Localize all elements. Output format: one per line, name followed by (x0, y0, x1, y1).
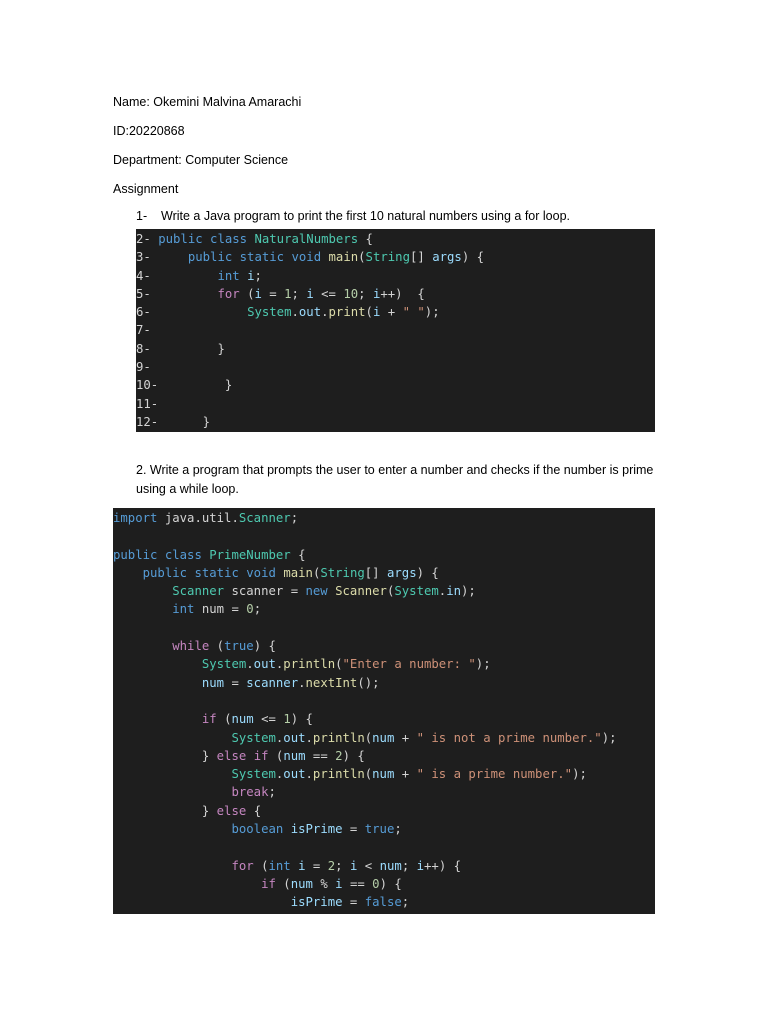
code-token (113, 859, 231, 873)
code-token (113, 822, 231, 836)
code-token: i (372, 305, 381, 320)
code-token: PrimeNumber (209, 547, 291, 562)
code-token: ; (401, 895, 410, 910)
code-token: num (290, 876, 313, 891)
assignment-heading: Assignment (113, 182, 179, 196)
code-token (113, 767, 231, 781)
code-token: ; (335, 858, 350, 873)
code-token: ); (572, 767, 587, 782)
code-token: 9- (136, 360, 151, 375)
code-line (113, 637, 655, 655)
department: Department: Computer Science (113, 153, 289, 167)
code-token: ); (424, 305, 440, 320)
code-line (113, 783, 655, 801)
code-token: args (432, 250, 462, 265)
code-token: [] (364, 565, 387, 580)
code-token: = (305, 858, 328, 873)
code-token: ( (335, 657, 343, 672)
code-token: ) { (342, 748, 365, 763)
code-token: in (446, 584, 461, 599)
code-token: isPrime (290, 822, 343, 837)
code-token: } (224, 378, 233, 393)
code-line (136, 340, 655, 358)
code-token: . (275, 767, 284, 782)
code-token (113, 602, 172, 616)
code-token: . (246, 657, 254, 672)
code-line (113, 875, 655, 893)
code-token: scanner (246, 675, 299, 690)
code-token: NaturalNumbers (254, 232, 359, 246)
code-token: "Enter a number: " (342, 657, 476, 672)
code-token: ; (254, 268, 262, 283)
code-token: < (357, 858, 380, 873)
code-line (113, 710, 655, 728)
code-token: out (283, 730, 306, 745)
code-token: " is not a prime number." (416, 730, 602, 745)
code-token: void (246, 565, 284, 580)
code-token: . (305, 730, 313, 745)
code-token: ; (253, 602, 262, 617)
code-token: i (416, 858, 425, 873)
code-token: " is a prime number." (416, 767, 573, 782)
code-line (136, 267, 655, 285)
code-token: println (312, 730, 365, 745)
code-line (136, 230, 655, 248)
code-token: i (254, 286, 262, 301)
code-token: static (239, 250, 292, 265)
code-token: } (202, 414, 211, 429)
question-1 (136, 209, 570, 223)
code-line (113, 546, 655, 564)
code-line (136, 376, 655, 394)
code-token: void (291, 250, 329, 265)
code-token: ) { (416, 565, 439, 580)
code-token: ; (268, 785, 276, 800)
code-token: + (380, 305, 403, 320)
code-token: i (298, 858, 306, 873)
code-line (113, 802, 655, 820)
code-token: String (365, 250, 410, 265)
code-line (113, 600, 655, 618)
code-token: ); (461, 584, 476, 599)
question-1-text: Write a Java program to print the first 10 natural numbers using a for loop. (161, 209, 570, 223)
code-token: ; (401, 858, 417, 873)
code-token: ) { (379, 876, 402, 891)
code-token: . (275, 657, 284, 672)
code-line (113, 674, 655, 692)
code-token: println (283, 657, 336, 672)
code-token: ( (275, 748, 284, 763)
code-token: ( (364, 730, 373, 745)
code-token: . (438, 584, 447, 599)
code-line (113, 857, 655, 875)
code-token: static (194, 565, 247, 580)
code-token: <= (253, 712, 284, 727)
code-token: { (290, 547, 306, 562)
code-token: for (217, 286, 248, 301)
question-2: 2. Write a program that prompts the user to enter a number and checks if the number is prime using a while loop. (136, 463, 654, 496)
code-token (113, 895, 291, 909)
code-token: num (231, 712, 254, 727)
code-token: ; (394, 822, 402, 837)
code-line (113, 655, 655, 673)
code-token: i (372, 286, 381, 301)
code-token: num (283, 748, 306, 763)
code-token: == (305, 748, 336, 763)
code-token: . (298, 675, 306, 690)
code-token: 10- (136, 378, 225, 393)
code-token: ++) { (424, 858, 462, 873)
code-token: 6- (136, 305, 248, 320)
code-token: System (231, 767, 276, 782)
code-line (113, 838, 655, 856)
code-token (113, 676, 202, 690)
code-line (136, 413, 655, 431)
code-token: 8- (136, 341, 218, 356)
code-token: i (247, 268, 255, 283)
code-token: ( (312, 565, 321, 580)
code-token: " " (402, 305, 425, 320)
code-token: { (253, 803, 262, 818)
code-token: for (231, 858, 262, 873)
code-token: } (113, 803, 217, 818)
code-line (113, 619, 655, 637)
code-token: 10 (343, 286, 359, 301)
code-token: class (210, 232, 255, 246)
code-line (136, 248, 655, 266)
code-line (113, 527, 655, 545)
code-token: args (386, 565, 417, 580)
code-token: Scanner (238, 511, 291, 525)
code-token: ); (475, 657, 491, 672)
code-token: System (394, 584, 439, 599)
code-token: . (275, 730, 284, 745)
code-token: public (113, 547, 165, 562)
code-token: = (342, 895, 365, 910)
code-block-natural-numbers (136, 229, 655, 432)
code-line (113, 509, 655, 527)
code-token: if (261, 876, 284, 891)
code-line (136, 358, 655, 376)
code-token: 1 (284, 286, 292, 301)
code-line (136, 321, 655, 339)
code-token: 11- (136, 396, 159, 411)
code-token: (); (357, 675, 380, 690)
code-token: ; (291, 286, 307, 301)
code-token (113, 639, 172, 653)
code-token: + (394, 730, 417, 745)
code-token: int (268, 858, 299, 873)
code-token: println (312, 767, 365, 782)
code-token: Scanner (172, 584, 225, 599)
code-token: else (216, 803, 254, 818)
code-token: ); (601, 730, 617, 745)
code-token: 7- (136, 323, 151, 338)
code-token: 0 (246, 602, 254, 617)
code-line (113, 765, 655, 783)
code-token: ( (216, 639, 225, 654)
code-token: System (201, 657, 247, 672)
code-token: 1 (283, 712, 291, 727)
code-line (113, 729, 655, 747)
code-token: out (253, 657, 276, 672)
code-token: nextInt (305, 675, 358, 690)
code-token: true (364, 822, 395, 837)
code-token: main (328, 250, 359, 265)
code-line (113, 564, 655, 582)
student-id: ID:20220868 (113, 124, 185, 138)
code-line (113, 820, 655, 838)
code-token (113, 877, 261, 891)
code-token: public (142, 565, 195, 580)
code-token (113, 657, 202, 671)
code-line (113, 582, 655, 600)
code-token: true (224, 639, 254, 654)
code-token: if (201, 712, 225, 727)
code-token: 3- (136, 250, 188, 265)
code-block-prime-number (113, 508, 655, 914)
code-token: ; (290, 511, 299, 525)
code-token: num (372, 767, 395, 782)
code-token: main (283, 565, 313, 580)
code-token: ) { (290, 712, 313, 727)
code-token: i (335, 876, 343, 891)
code-token: [] (409, 250, 433, 265)
code-token: else (216, 748, 254, 763)
code-token: public (187, 250, 240, 265)
code-token: 2 (327, 858, 336, 873)
code-token: } (113, 748, 217, 763)
code-token: = (261, 286, 285, 301)
code-token (113, 785, 231, 799)
code-token: == (342, 876, 373, 891)
student-name: Name: Okemini Malvina Amarachi (113, 95, 302, 109)
code-token: out (298, 305, 322, 320)
code-token: . (305, 767, 313, 782)
code-token: 12- (136, 414, 203, 429)
code-token (113, 566, 143, 580)
code-token: false (364, 895, 402, 910)
code-token (113, 584, 172, 598)
code-token: if (253, 748, 276, 763)
code-token: num (201, 675, 225, 690)
code-token: while (172, 639, 217, 654)
code-token: 0 (372, 876, 380, 891)
code-line (113, 692, 655, 710)
code-token: ; (358, 286, 373, 301)
code-token: ( (364, 767, 373, 782)
code-line (136, 285, 655, 303)
code-token: = (224, 675, 247, 690)
code-token: = (342, 822, 365, 837)
code-token: Scanner (335, 584, 387, 599)
code-token: ) { (461, 250, 485, 265)
code-token: public (158, 232, 211, 246)
code-token: } (217, 341, 225, 356)
code-token: % (312, 876, 336, 891)
code-token: 2 (335, 748, 343, 763)
code-token: scanner = (224, 584, 306, 599)
code-token: isPrime (290, 895, 343, 910)
code-token: ( (261, 858, 269, 873)
code-token: int (217, 268, 248, 283)
code-line (136, 303, 655, 321)
code-token: { (358, 232, 373, 246)
code-token: num = (201, 602, 247, 617)
code-token: new (305, 584, 336, 599)
code-token: ( (283, 876, 291, 891)
code-token (113, 712, 202, 726)
code-token: java.util. (164, 511, 239, 525)
code-token: System (247, 305, 292, 320)
code-token: 2- (136, 232, 159, 246)
code-line (113, 747, 655, 765)
code-token: num (379, 858, 402, 873)
code-token (113, 731, 231, 745)
code-token: boolean (231, 822, 291, 837)
code-token: ( (365, 305, 373, 320)
code-token: i (349, 858, 358, 873)
code-token: ( (247, 286, 255, 301)
code-line (113, 893, 655, 911)
code-token: + (394, 767, 417, 782)
code-token: String (320, 565, 365, 580)
code-token: int (172, 602, 202, 617)
code-token: ++) { (380, 286, 425, 301)
code-token: i (306, 286, 314, 301)
code-token: class (164, 547, 210, 562)
code-token: num (372, 730, 395, 745)
code-token: ( (358, 250, 366, 265)
question-1-number: 1- (136, 209, 148, 223)
code-token: break (231, 785, 269, 800)
code-token: System (231, 730, 276, 745)
code-token: print (328, 305, 366, 320)
code-token: . (291, 305, 299, 320)
code-token: out (283, 767, 306, 782)
code-token: 4- (136, 268, 218, 283)
code-token: ( (386, 584, 395, 599)
code-token: ( (224, 712, 232, 727)
code-token: . (321, 305, 329, 320)
code-token: 5- (136, 286, 218, 301)
code-token: import (113, 511, 165, 525)
code-token: <= (313, 286, 344, 301)
code-line (136, 395, 655, 413)
code-token: ) { (253, 639, 276, 654)
